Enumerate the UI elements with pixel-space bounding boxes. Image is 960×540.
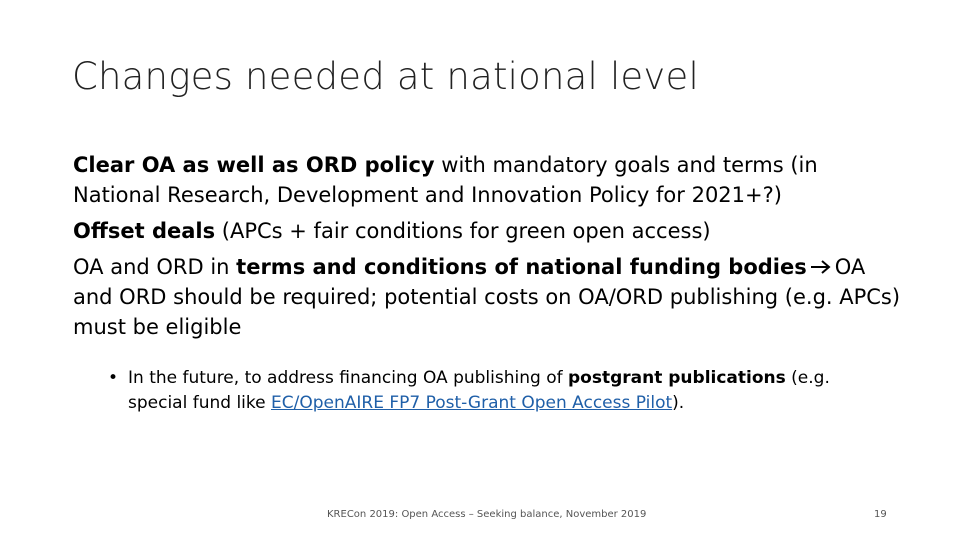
paragraph-offset-deals <box>73 216 903 246</box>
bullet-postgrant <box>108 366 888 416</box>
oa-ord-policy-bold: Clear OA as well as ORD policy <box>73 153 435 177</box>
slide-body <box>73 150 903 348</box>
arrow-right-icon <box>810 260 832 274</box>
funding-bodies-text: OA and ORD should be required; potential costs on OA/ORD publishing (e.g. APCs) must be eligible <box>73 255 901 339</box>
bullet-bold: postgrant publications <box>567 368 786 388</box>
bullet-pre: In the future, to address financing OA publishing of <box>128 368 568 388</box>
paragraph-oa-ord-policy <box>73 150 903 210</box>
bullet-text <box>128 366 888 416</box>
offset-deals-text: (APCs + fair conditions for green open access) <box>215 219 711 243</box>
openaire-pilot-link[interactable]: EC/OpenAIRE FP7 Post-Grant Open Access Pilot <box>271 393 673 413</box>
bullet-mid: (e.g. special fund like <box>128 368 830 413</box>
slide-title: Changes needed at national level <box>72 55 699 98</box>
bullet-marker: • <box>108 368 119 388</box>
offset-deals-bold: Offset deals <box>73 219 216 243</box>
page-number: 19 <box>874 509 887 520</box>
oa-ord-policy-text: with mandatory goals and terms (in National Research, Development and Innovation Policy for 2021+?) <box>73 153 818 207</box>
paragraph-funding-bodies <box>73 252 903 342</box>
funding-bodies-bold: terms and conditions of national funding bodies <box>236 255 807 279</box>
funding-bodies-pre: OA and ORD in <box>73 255 237 279</box>
footer-text: KRECon 2019: Open Access – Seeking balance, November 2019 <box>327 509 647 520</box>
bullet-post: ). <box>672 393 685 413</box>
